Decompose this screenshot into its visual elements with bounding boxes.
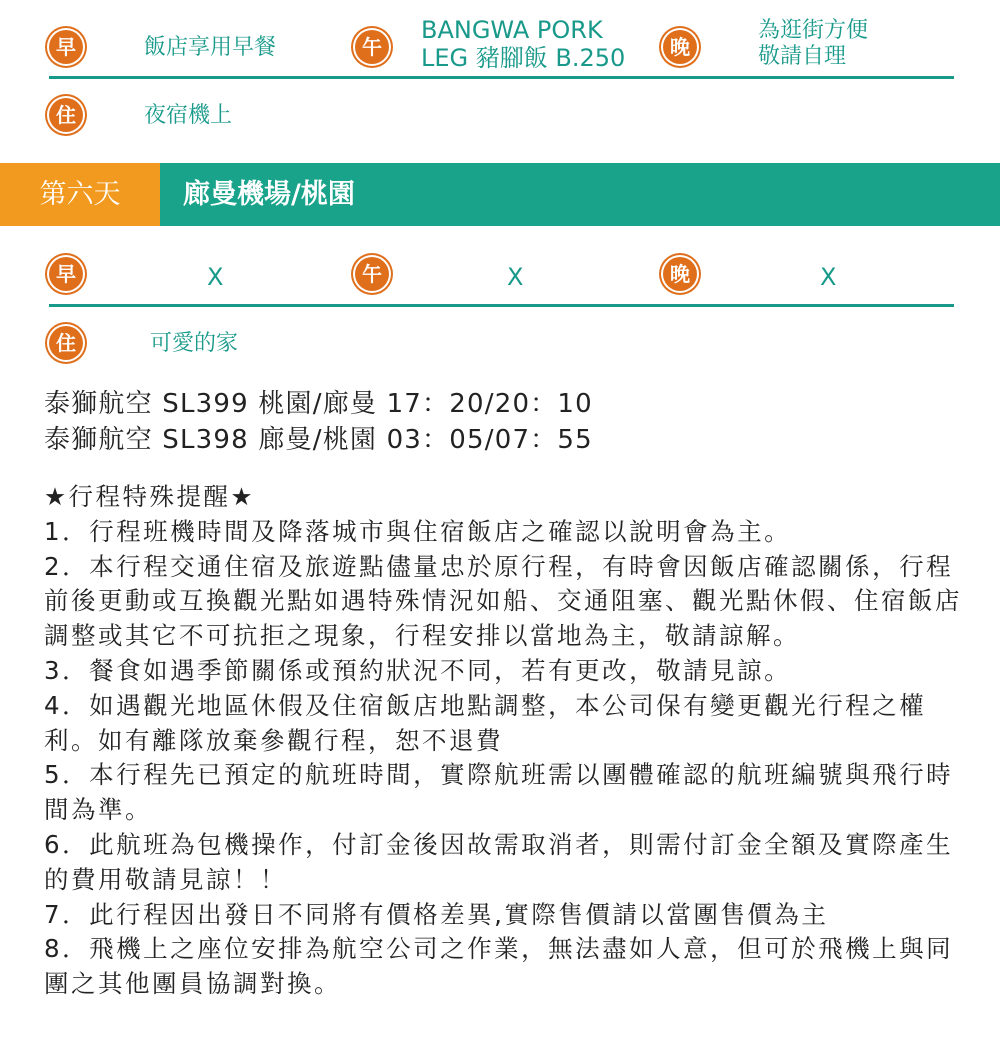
day-title: 廊曼機場/桃園 (183, 179, 355, 210)
day6-lunch-icon: 午 (355, 257, 389, 291)
day6-breakfast-icon: 早 (49, 257, 83, 291)
day-label: 第六天 (0, 163, 160, 226)
dinner-text-line2: 敬請自理 (758, 44, 847, 69)
flight-return: 泰獅航空 SL398 廊曼/桃園 03：05/07：55 (44, 425, 593, 455)
meal-divider-line (49, 76, 954, 79)
day6-hotel-text: 可愛的家 (150, 331, 239, 356)
day6-hotel-icon: 住 (49, 326, 83, 360)
lunch-text-line1: BANGWA PORK (421, 16, 603, 44)
hotel-text: 夜宿機上 (144, 103, 233, 128)
notes-title: ★行程特殊提醒★ (44, 482, 255, 511)
note-item: 4．如遇觀光地區休假及住宿飯店地點調整，本公司保有變更觀光行程之權利。如有離隊放棄參觀行程，恕不退費 (44, 690, 927, 755)
note-item: 1．行程班機時間及降落城市與住宿飯店之確認以說明會為主。 (44, 516, 792, 546)
day6-dinner-value: X (820, 263, 837, 291)
note-item: 7．此行程因出發日不同將有價格差異,實際售價請以當團售價為主 (44, 899, 829, 929)
note-item: 2．本行程交通住宿及旅遊點儘量忠於原行程，有時會因飯店確認關係，行程前後更動或互換觀光點如遇特殊情況如船、交通阻塞、觀光點休假、住宿飯店調整或其它不可抗拒之現象，行程安排以當地為主，敬請諒解。 (44, 551, 962, 651)
dinner-text-line1: 為逛街方便 (758, 18, 869, 43)
notes-section (44, 480, 964, 1002)
note-item: 5．本行程先已預定的航班時間，實際航班需以團體確認的航班編號與飛行時間為準。 (44, 760, 954, 825)
flight-outbound: 泰獅航空 SL399 桃園/廊曼 17：20/20：10 (44, 389, 593, 419)
note-item: 8．飛機上之座位安排為航空公司之作業，無法盡如人意，但可於飛機上與同團之其他團員協調對換。 (44, 934, 954, 999)
note-item: 6．此航班為包機操作，付訂金後因故需取消者，則需付訂金全額及實際產生的費用敬請見諒！！ (44, 829, 954, 894)
day6-meal-divider-line (49, 304, 954, 307)
hotel-icon: 住 (49, 98, 83, 132)
breakfast-icon: 早 (49, 30, 83, 64)
day6-lunch-value: X (507, 263, 524, 291)
lunch-text-line2: LEG 豬腳飯 B.250 (421, 44, 626, 72)
breakfast-text: 飯店享用早餐 (144, 35, 277, 60)
lunch-icon: 午 (355, 30, 389, 64)
day6-breakfast-value: X (207, 263, 224, 291)
note-item: 3．餐食如遇季節關係或預約狀況不同，若有更改，敬請見諒。 (44, 655, 792, 685)
day6-dinner-icon: 晚 (663, 257, 697, 291)
dinner-icon: 晚 (663, 30, 697, 64)
day-header-bar (0, 163, 1000, 226)
